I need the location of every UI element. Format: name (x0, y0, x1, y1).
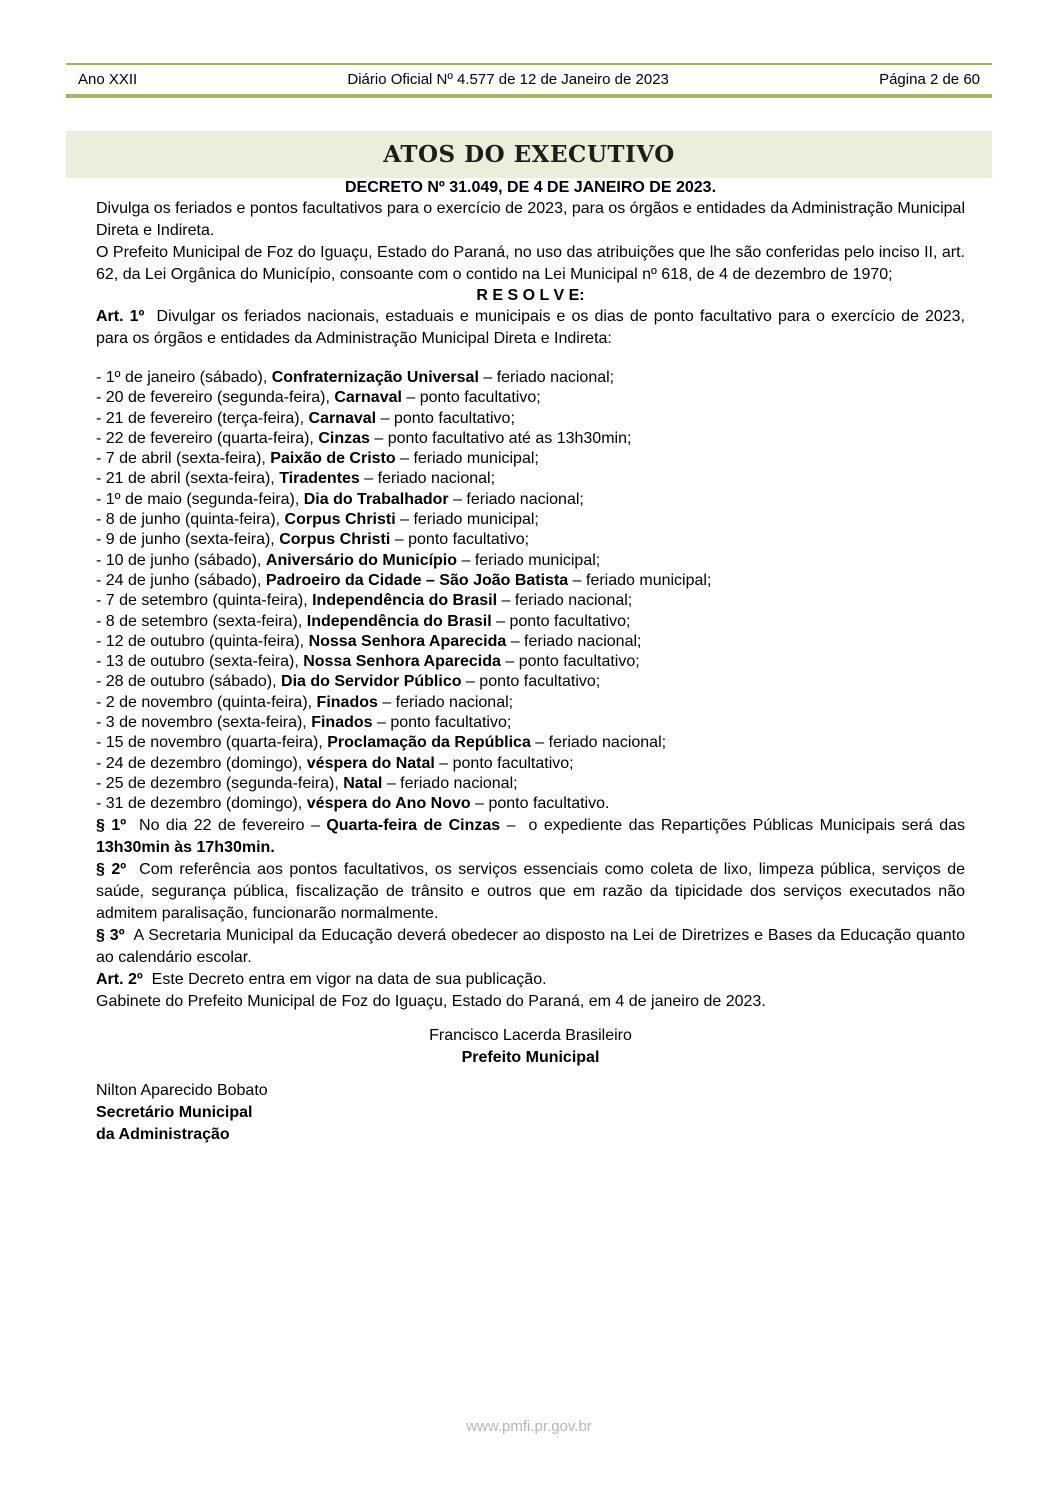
paragraph-3: § 3º A Secretaria Municipal da Educação deverá obedecer ao disposto na Lei de Diretrizes e Bases da Educação quanto ao calendário escolar. (96, 926, 970, 966)
holiday-item: - 24 de junho (sábado), Padroeiro da Cidade – São João Batista – feriado municipal; (96, 571, 712, 589)
holiday-item: - 9 de junho (sexta-feira), Corpus Christi – ponto facultativo; (96, 531, 530, 549)
secretary-role-line2: da Administração (96, 1125, 230, 1143)
signature-mayor (96, 1025, 965, 1069)
header-row (66, 65, 992, 94)
holiday-list (96, 368, 965, 815)
holiday-item: - 7 de abril (sexta-feira), Paixão de Cristo – feriado municipal; (96, 450, 539, 468)
paragraph-2: § 2º Com referência aos pontos facultativos, os serviços essenciais como coleta de lixo, limpeza pública, serviços de saúde, segurança pública, fiscalização de trânsito e outros que em razão da tipicidade dos serviços executados não admitem paralisação, funcionarão normalmente. (96, 860, 970, 922)
gabinete-line: Gabinete do Prefeito Municipal de Foz do Iguaçu, Estado do Paraná, em 4 de janeiro de 2023. (96, 992, 766, 1010)
resolve-heading: R E S O L V E: (476, 287, 585, 304)
holiday-item: - 12 de outubro (quinta-feira), Nossa Senhora Aparecida – feriado nacional; (96, 632, 642, 650)
holiday-item: - 24 de dezembro (domingo), véspera do Natal – ponto facultativo; (96, 754, 574, 772)
holiday-item: - 13 de outubro (sexta-feira), Nossa Senhora Aparecida – ponto facultativo; (96, 653, 640, 671)
footer-url: www.pmfi.pr.gov.br (466, 1418, 592, 1435)
holiday-item: - 1º de maio (segunda-feira), Dia do Trabalhador – feriado nacional; (96, 490, 584, 508)
holiday-item: - 28 de outubro (sábado), Dia do Servidor Público – ponto facultativo; (96, 673, 601, 691)
holiday-item: - 1º de janeiro (sábado), Confraternização Universal – feriado nacional; (96, 369, 615, 386)
page-header (66, 63, 992, 98)
mayor-role: Prefeito Municipal (461, 1048, 600, 1066)
decree-preamble: O Prefeito Municipal de Foz do Iguaçu, Estado do Paraná, no uso das atribuições que lhe são conferidas pelo inciso II, art. 62, da Lei Orgânica do Município, consoante com o contido na Lei Municipal nº 618, de 4 de dezembro de 1970; (96, 244, 970, 283)
holiday-item: - 15 de novembro (quarta-feira), Proclamação da República – feriado nacional; (96, 734, 667, 752)
holiday-item: - 8 de junho (quinta-feira), Corpus Christi – feriado municipal; (96, 511, 539, 529)
article-1: Art. 1º Divulgar os feriados nacionais, estaduais e municipais e os dias de ponto facultativo para o exercício de 2023, para os órgãos e entidades da Administração Municipal Direta e Indireta: (96, 308, 970, 347)
paragraph-1: § 1º No dia 22 de fevereiro – Quarta-feira de Cinzas – o expediente das Repartições Públicas Municipais será das 13h30min às 17h30min. (96, 816, 970, 856)
secretary-role-line1: Secretário Municipal (96, 1103, 253, 1121)
decree-body (96, 178, 970, 1146)
holiday-item: - 22 de fevereiro (quarta-feira), Cinzas – ponto facultativo até as 13h30min; (96, 429, 632, 447)
signature-secretary (96, 1080, 965, 1146)
header-year: Ano XXII (78, 71, 138, 88)
mayor-name: Francisco Lacerda Brasileiro (429, 1026, 632, 1044)
header-page-number: Página 2 de 60 (879, 71, 980, 88)
header-rule-bottom (66, 94, 992, 98)
holiday-item: - 7 de setembro (quinta-feira), Independência do Brasil – feriado nacional; (96, 592, 633, 610)
decree-title: DECRETO Nº 31.049, DE 4 DE JANEIRO DE 2023. (344, 179, 717, 196)
decree-ementa: Divulga os feriados e pontos facultativos para o exercício de 2023, para os órgãos e entidades da Administração Municipal Direta e Indireta. (96, 200, 970, 239)
section-banner-title: ATOS DO EXECUTIVO (383, 141, 675, 168)
holiday-item: - 10 de junho (sábado), Aniversário do Município – feriado municipal; (96, 551, 601, 569)
holiday-item: - 21 de fevereiro (terça-feira), Carnaval – ponto facultativo; (96, 409, 515, 427)
holiday-item: - 31 de dezembro (domingo), véspera do Ano Novo – ponto facultativo. (96, 795, 610, 813)
article-2: Art. 2º Este Decreto entra em vigor na data de sua publicação. (96, 970, 547, 988)
section-banner (66, 131, 992, 178)
holiday-item: - 8 de setembro (sexta-feira), Independência do Brasil – ponto facultativo; (96, 612, 631, 630)
holiday-item: - 20 de fevereiro (segunda-feira), Carnaval – ponto facultativo; (96, 389, 541, 407)
holiday-item: - 2 de novembro (quinta-feira), Finados – feriado nacional; (96, 693, 514, 711)
secretary-name: Nilton Aparecido Bobato (96, 1081, 268, 1099)
holiday-item: - 25 de dezembro (segunda-feira), Natal – feriado nacional; (96, 774, 518, 792)
holiday-item: - 3 de novembro (sexta-feira), Finados – ponto facultativo; (96, 714, 512, 732)
holiday-item: - 21 de abril (sexta-feira), Tiradentes – feriado nacional; (96, 470, 496, 488)
header-gazette-title: Diário Oficial Nº 4.577 de 12 de Janeiro de 2023 (347, 71, 669, 88)
